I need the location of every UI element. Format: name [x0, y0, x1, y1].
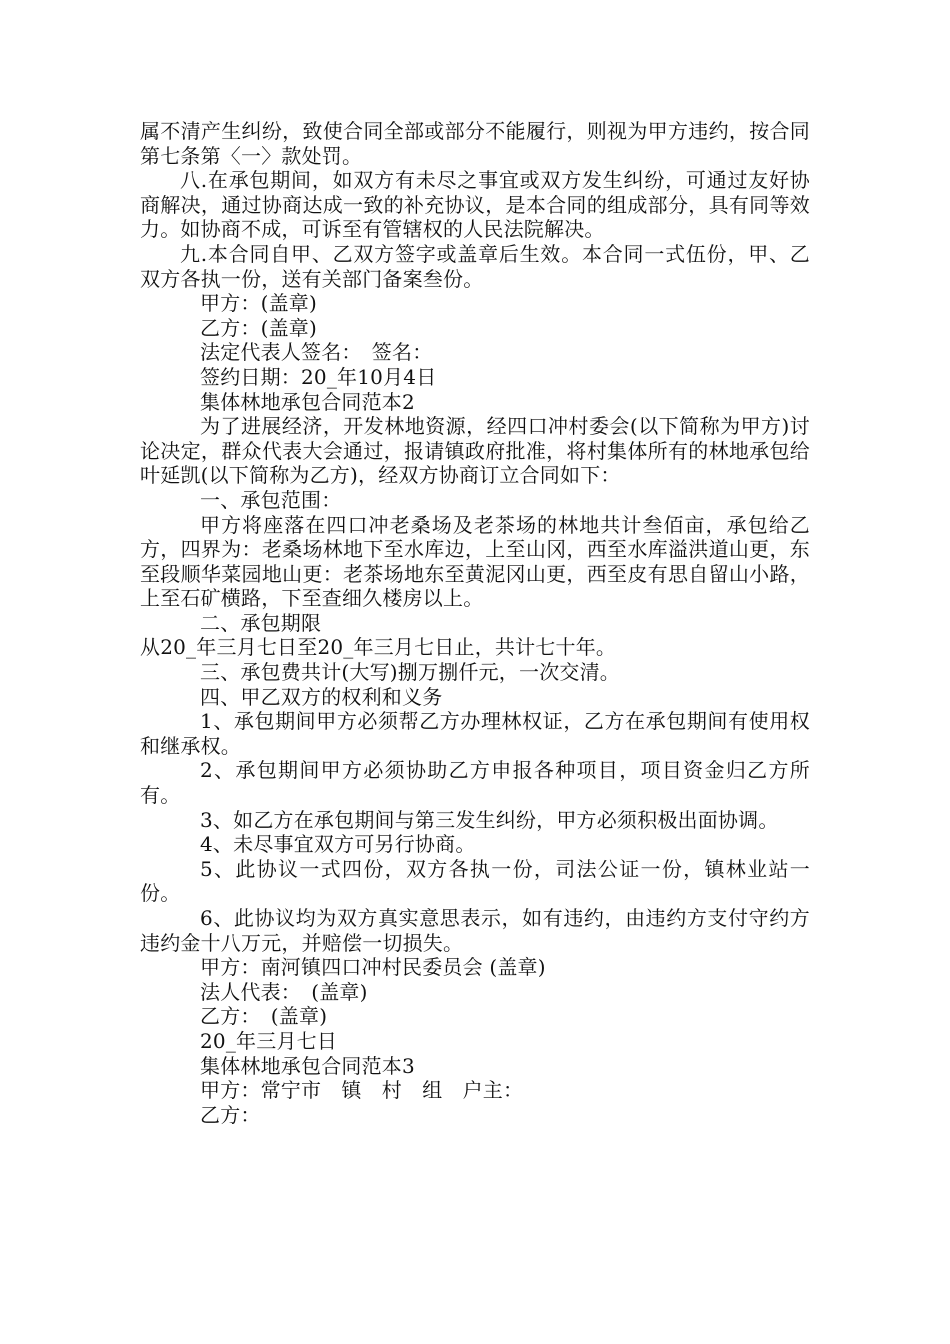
signing-date-line: 签约日期：20_年10月4日 — [200, 364, 437, 389]
clause-heading-scope: 一、承包范围： — [200, 487, 342, 512]
rights-item-2: 2、承包期间甲方必须协助乙方申报各种项目，项目资金归乙方所有。 — [140, 758, 810, 808]
section-title-sample-3: 集体林地承包合同范本3 — [200, 1053, 415, 1078]
scope-paragraph: 甲方将座落在四口冲老桑场及老茶场的林地共计叁佰亩，承包给乙方，四界为：老桑场林地下至水库边，上至山冈，西至水库溢洪道山更，东至段顺华菜园地山更：老茶场地东至黄泥冈山更，西至皮有思自留山小路，上至石矿横路，下至查细久楼房以上。 — [140, 512, 810, 611]
paragraph: 属不清产生纠纷，致使合同全部或部分不能履行，则视为甲方违约，按合同第七条第〈一〉款处罚。 — [140, 119, 810, 168]
clause-fee: 三、承包费共计(大写)捌万捌仟元，一次交清。 — [200, 660, 621, 685]
sample-3-party-a-line: 甲方：常宁市 镇 村 组 户主： — [200, 1078, 524, 1103]
party-a-seal-line: 甲方：(盖章) — [200, 291, 318, 316]
rights-item-4: 4、未尽事宜双方可另行协商。 — [200, 832, 476, 857]
clause-8-paragraph: 八.在承包期间，如双方有未尽之事宜或双方发生纠纷，可通过友好协商解决，通过协商达成一致的补充协议，是本合同的组成部分，具有同等效力。如协商不成，可诉至有管辖权的人民法院解决。 — [140, 168, 810, 242]
section-title-sample-2: 集体林地承包合同范本2 — [200, 389, 415, 414]
rights-item-5: 5、此协议一式四份，双方各执一份，司法公证一份，镇林业站一份。 — [140, 856, 810, 906]
clause-heading-term: 二、承包期限 — [200, 610, 322, 635]
rights-item-3: 3、如乙方在承包期间与第三发生纠纷，甲方必须积极出面协调。 — [200, 807, 779, 832]
party-b-seal-line: 乙方：(盖章) — [200, 315, 318, 340]
term-paragraph: 从20_年三月七日至20_年三月七日止，共计七十年。 — [140, 635, 617, 660]
rights-item-1: 1、承包期间甲方必须帮乙方办理林权证，乙方在承包期间有使用权和继承权。 — [140, 709, 810, 758]
sample-3-party-b-line: 乙方： — [200, 1102, 261, 1127]
document-body — [140, 119, 810, 1127]
clause-9-paragraph: 九.本合同自甲、乙双方签字或盖章后生效。本合同一式伍份，甲、乙双方各执一份，送有关部门备案叁份。 — [140, 241, 810, 291]
sample-2-preamble: 为了进展经济，开发林地资源，经四口冲村委会(以下简称为甲方)讨论决定，群众代表大会通过，报请镇政府批准，将村集体所有的林地承包给叶延凯(以下简称为乙方)，经双方协商订立合同如下： — [140, 414, 810, 488]
sample-2-date-line: 20_年三月七日 — [200, 1028, 338, 1053]
party-b-signature-line: 乙方： (盖章) — [200, 1004, 328, 1029]
party-a-signature-line: 甲方：南河镇四口冲村民委员会 (盖章) — [200, 955, 546, 980]
rights-item-6: 6、此协议均为双方真实意思表示，如有违约，由违约方支付守约方违约金十八万元，并赔偿一切损失。 — [140, 906, 810, 955]
legal-person-signature-line: 法人代表： (盖章) — [200, 979, 368, 1004]
clause-heading-rights: 四、甲乙双方的权利和义务 — [200, 684, 443, 709]
legal-representative-signature-line: 法定代表人签名： 签名： — [200, 340, 433, 365]
